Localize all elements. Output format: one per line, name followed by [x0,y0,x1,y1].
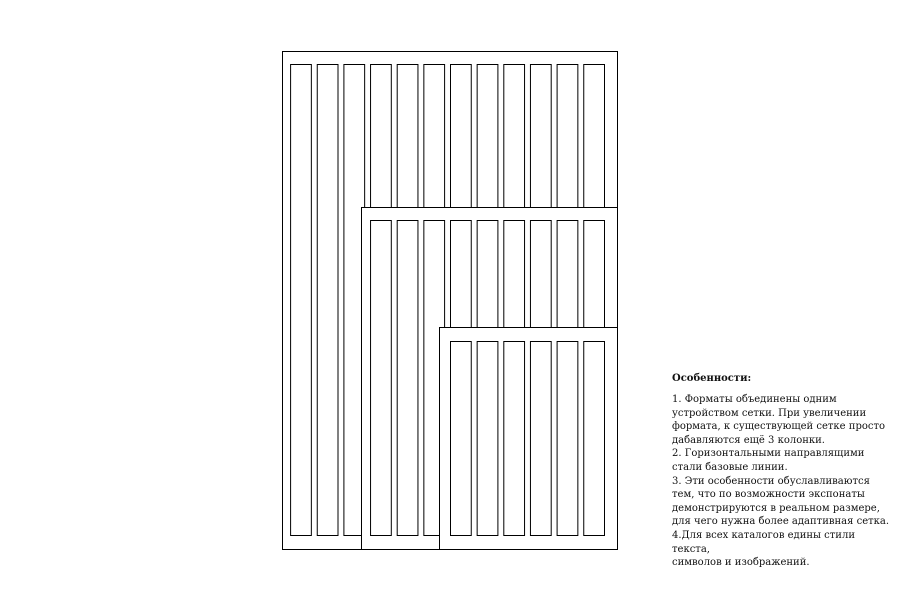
note-item-2: 2. Горизонтальными направлящими стали базовые линии. [672,448,865,473]
note-item-1: 1. Форматы объединены одним устройством сетки. При увеличении формата, к существующей сетке просто дабавляются ещё 3 колонки. [672,394,886,446]
notes-title: Особенности: [672,373,752,384]
format-small-column [530,342,551,536]
format-medium-column [371,221,392,536]
notes-list [672,393,894,570]
format-large-column [291,65,312,536]
note-item-4: 4.Для всех каталогов едины стили текста, символов и изображений. [672,529,855,569]
format-medium-column [397,221,418,536]
format-small-column [557,342,578,536]
format-small-column [477,342,498,536]
features-notes [672,372,894,570]
format-small [440,328,618,550]
format-large-column [317,65,338,536]
format-small-column [504,342,525,536]
note-item-3: 3. Эти особенности обуславливаются тем, что по возможности экспонаты демонстрируются в реальном размере, для чего нужна более адаптивная сетка. [672,475,890,528]
format-small-column [584,342,605,536]
format-small-column [451,342,472,536]
